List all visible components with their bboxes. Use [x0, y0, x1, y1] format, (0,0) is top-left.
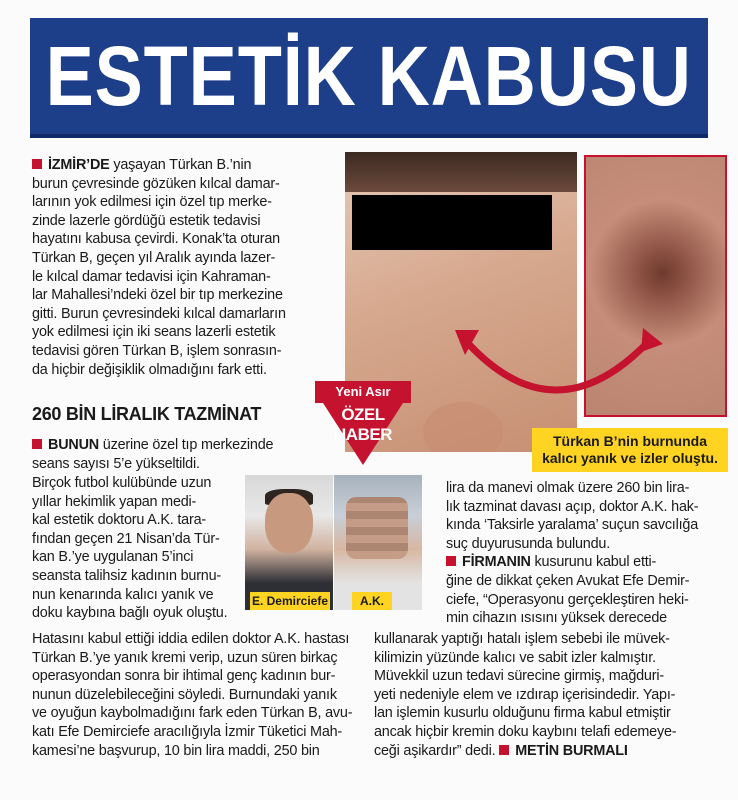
- firma-lead-word: FİRMANIN: [462, 554, 531, 571]
- bunun-first-line: [32, 436, 332, 455]
- lead-line: larının yok edilmesi için özel tıp merke-: [32, 194, 272, 211]
- subheading: 260 BİN LİRALIK TAZMİNAT: [32, 404, 262, 424]
- lead-line: lar Mahallesi’ndeki özel bir tıp merkezine: [32, 287, 283, 304]
- lead-line: hayatını kabusa çevirdi. Konak’ta oturan: [32, 231, 280, 248]
- headline-banner: [30, 18, 708, 138]
- lead-column: [32, 156, 338, 379]
- bunun-line: nun kenarında kalıcı yanık ve: [32, 586, 214, 603]
- bunun-line: Türkan B.’ye yanık kremi verip, uzun süren birkaç: [32, 649, 338, 666]
- bunun-top: [32, 436, 332, 473]
- pixelated-face-shape: [346, 497, 408, 559]
- caption-line-1: Türkan B’nin burnunda: [553, 433, 707, 449]
- caption-line-2: kalıcı yanık ve izler oluştu.: [542, 450, 718, 466]
- right-line: min cihazın ısısını yüksek derecede: [446, 610, 667, 627]
- head-shape: [265, 493, 313, 553]
- firma-first-rest: kusurunu kabul etti-: [530, 554, 657, 571]
- red-square-icon: [32, 159, 42, 169]
- lead-line: da hiçbir değişiklik olmadığını fark etti.: [32, 361, 267, 378]
- bunun-line: yıllar hekimlik yapan medi-: [32, 493, 197, 510]
- red-square-icon: [499, 745, 509, 755]
- censor-bar: [352, 195, 552, 250]
- lead-line: yok edilmesi için iki seans lazerli estetik: [32, 324, 276, 341]
- lead-line: zinde lazerle gördüğü estetik tedavisi: [32, 212, 261, 229]
- name-tag-ak: A.K.: [352, 592, 392, 610]
- right-line: ğine de dikkat çeken Avukat Efe Demir-: [446, 572, 690, 589]
- right-line: suç duyurusunda bulundu.: [446, 535, 611, 552]
- bunun-line: Birçok futbol kulübünde uzun: [32, 475, 212, 491]
- right-line: yeti nedeniyle elem ve ızdırap içerisindedir. Yapı-: [374, 686, 676, 703]
- curved-arrow-icon: [455, 300, 665, 420]
- bunun-line: operasyondan sonra bir ihtimal genç kadının bur-: [32, 668, 336, 685]
- badge-brand: Yeni Asır: [315, 381, 411, 403]
- right-line: lan işlemin kusurlu olduğunu firma kabul etmiştir: [374, 705, 671, 722]
- right-line: Müvekkil uzun tedavi sürecine girmiş, mağduri-: [374, 668, 664, 685]
- bunun-line: seansta talihsiz kadının burnu-: [32, 567, 221, 584]
- bunun-line: kan B.’ye uygulanan 5’inci: [32, 549, 194, 566]
- photo-caption: [532, 428, 728, 472]
- red-square-icon: [32, 439, 42, 449]
- lead-first-line: [32, 156, 338, 175]
- bunun-bottom: [32, 630, 372, 760]
- right-line: kilimizin yüzünde kalıcı ve sabit izler kalmıştır.: [374, 649, 656, 666]
- lawyer-portrait-photo: [245, 475, 333, 610]
- right-line: kında ‘Taksirle yaralama’ suçun savcılığa: [446, 517, 699, 534]
- bunun-line: katı Efe Demirciefe aracılığıyla İzmir Tüketici Mah-: [32, 723, 343, 740]
- lead-line: burun çevresinde gözüken kılcal damar-: [32, 175, 280, 192]
- lead-line: Türkan B, geçen yıl Aralık ayında lazer-: [32, 249, 276, 266]
- lead-word: İZMİR’DE: [48, 157, 110, 173]
- doctor-portrait-photo: [334, 475, 422, 610]
- bunun-line: kamesi’ne başvurup, 10 bin lira maddi, 250 bin: [32, 742, 320, 759]
- right-line: ciefe, “Operasyonu gerçekleştiren heki-: [446, 591, 689, 608]
- right-line: kullanarak yaptığı hatalı işlem sebebi ile müvek-: [374, 631, 670, 647]
- lead-line-0: yaşayan Türkan B.’nin: [109, 157, 252, 173]
- red-square-icon: [446, 556, 456, 566]
- badge-line-1: ÖZEL: [341, 405, 385, 424]
- bunun-line: fından geçen 21 Nisan’da Tür-: [32, 530, 220, 547]
- right-line: ancak hiçbir kremin doku kaybını telafi edemeye-: [374, 723, 677, 740]
- right-line: lık tazminat davası açıp, doktor A.K. hak-: [446, 498, 699, 515]
- bunun-line: Hatasını kabul ettiği iddia edilen doktor A.K. hastası: [32, 631, 350, 647]
- bunun-line: ve oyuğun kaybolmadığını fark eden Türkan B, avu-: [32, 705, 353, 722]
- byline: METİN BURMALI: [515, 742, 628, 759]
- bunun-line: kal estetik doktoru A.K. tara-: [32, 512, 206, 529]
- bunun-narrow: [32, 474, 242, 623]
- headline: ESTETİK KABUSU: [45, 28, 693, 123]
- bunun-first-rest: üzerine özel tıp merkezinde: [98, 437, 274, 453]
- right-column-bottom: [374, 630, 730, 760]
- name-tag-demirciefe: E. Demirciefe: [251, 594, 329, 608]
- lead-line: tedavisi gören Türkan B, işlem sonrasın-: [32, 342, 282, 359]
- last-line-text: ceği aşikardır” dedi.: [374, 742, 496, 759]
- firma-first-line: [446, 553, 726, 572]
- bunun-lead-word: BUNUN: [48, 437, 99, 453]
- hair-shape: [345, 152, 577, 192]
- right-column-top: [446, 479, 726, 628]
- lead-line: le kılcal damar tedavisi için Kahraman-: [32, 268, 271, 285]
- right-last-line: [374, 742, 730, 761]
- right-line: lira da manevi olmak üzere 260 bin lira-: [446, 480, 690, 496]
- badge-line-2: HABER: [334, 425, 392, 444]
- bunun-line: nunun düzelebileceğini söyledi. Burnundaki yanık: [32, 686, 337, 703]
- bunun-line: doku kaybına bağlı oyuk oluştu.: [32, 605, 228, 622]
- lead-line: gitti. Burun çevresindeki kılcal damarların: [32, 305, 286, 322]
- bunun-line: seans sayısı 5’e yükseltildi.: [32, 455, 200, 472]
